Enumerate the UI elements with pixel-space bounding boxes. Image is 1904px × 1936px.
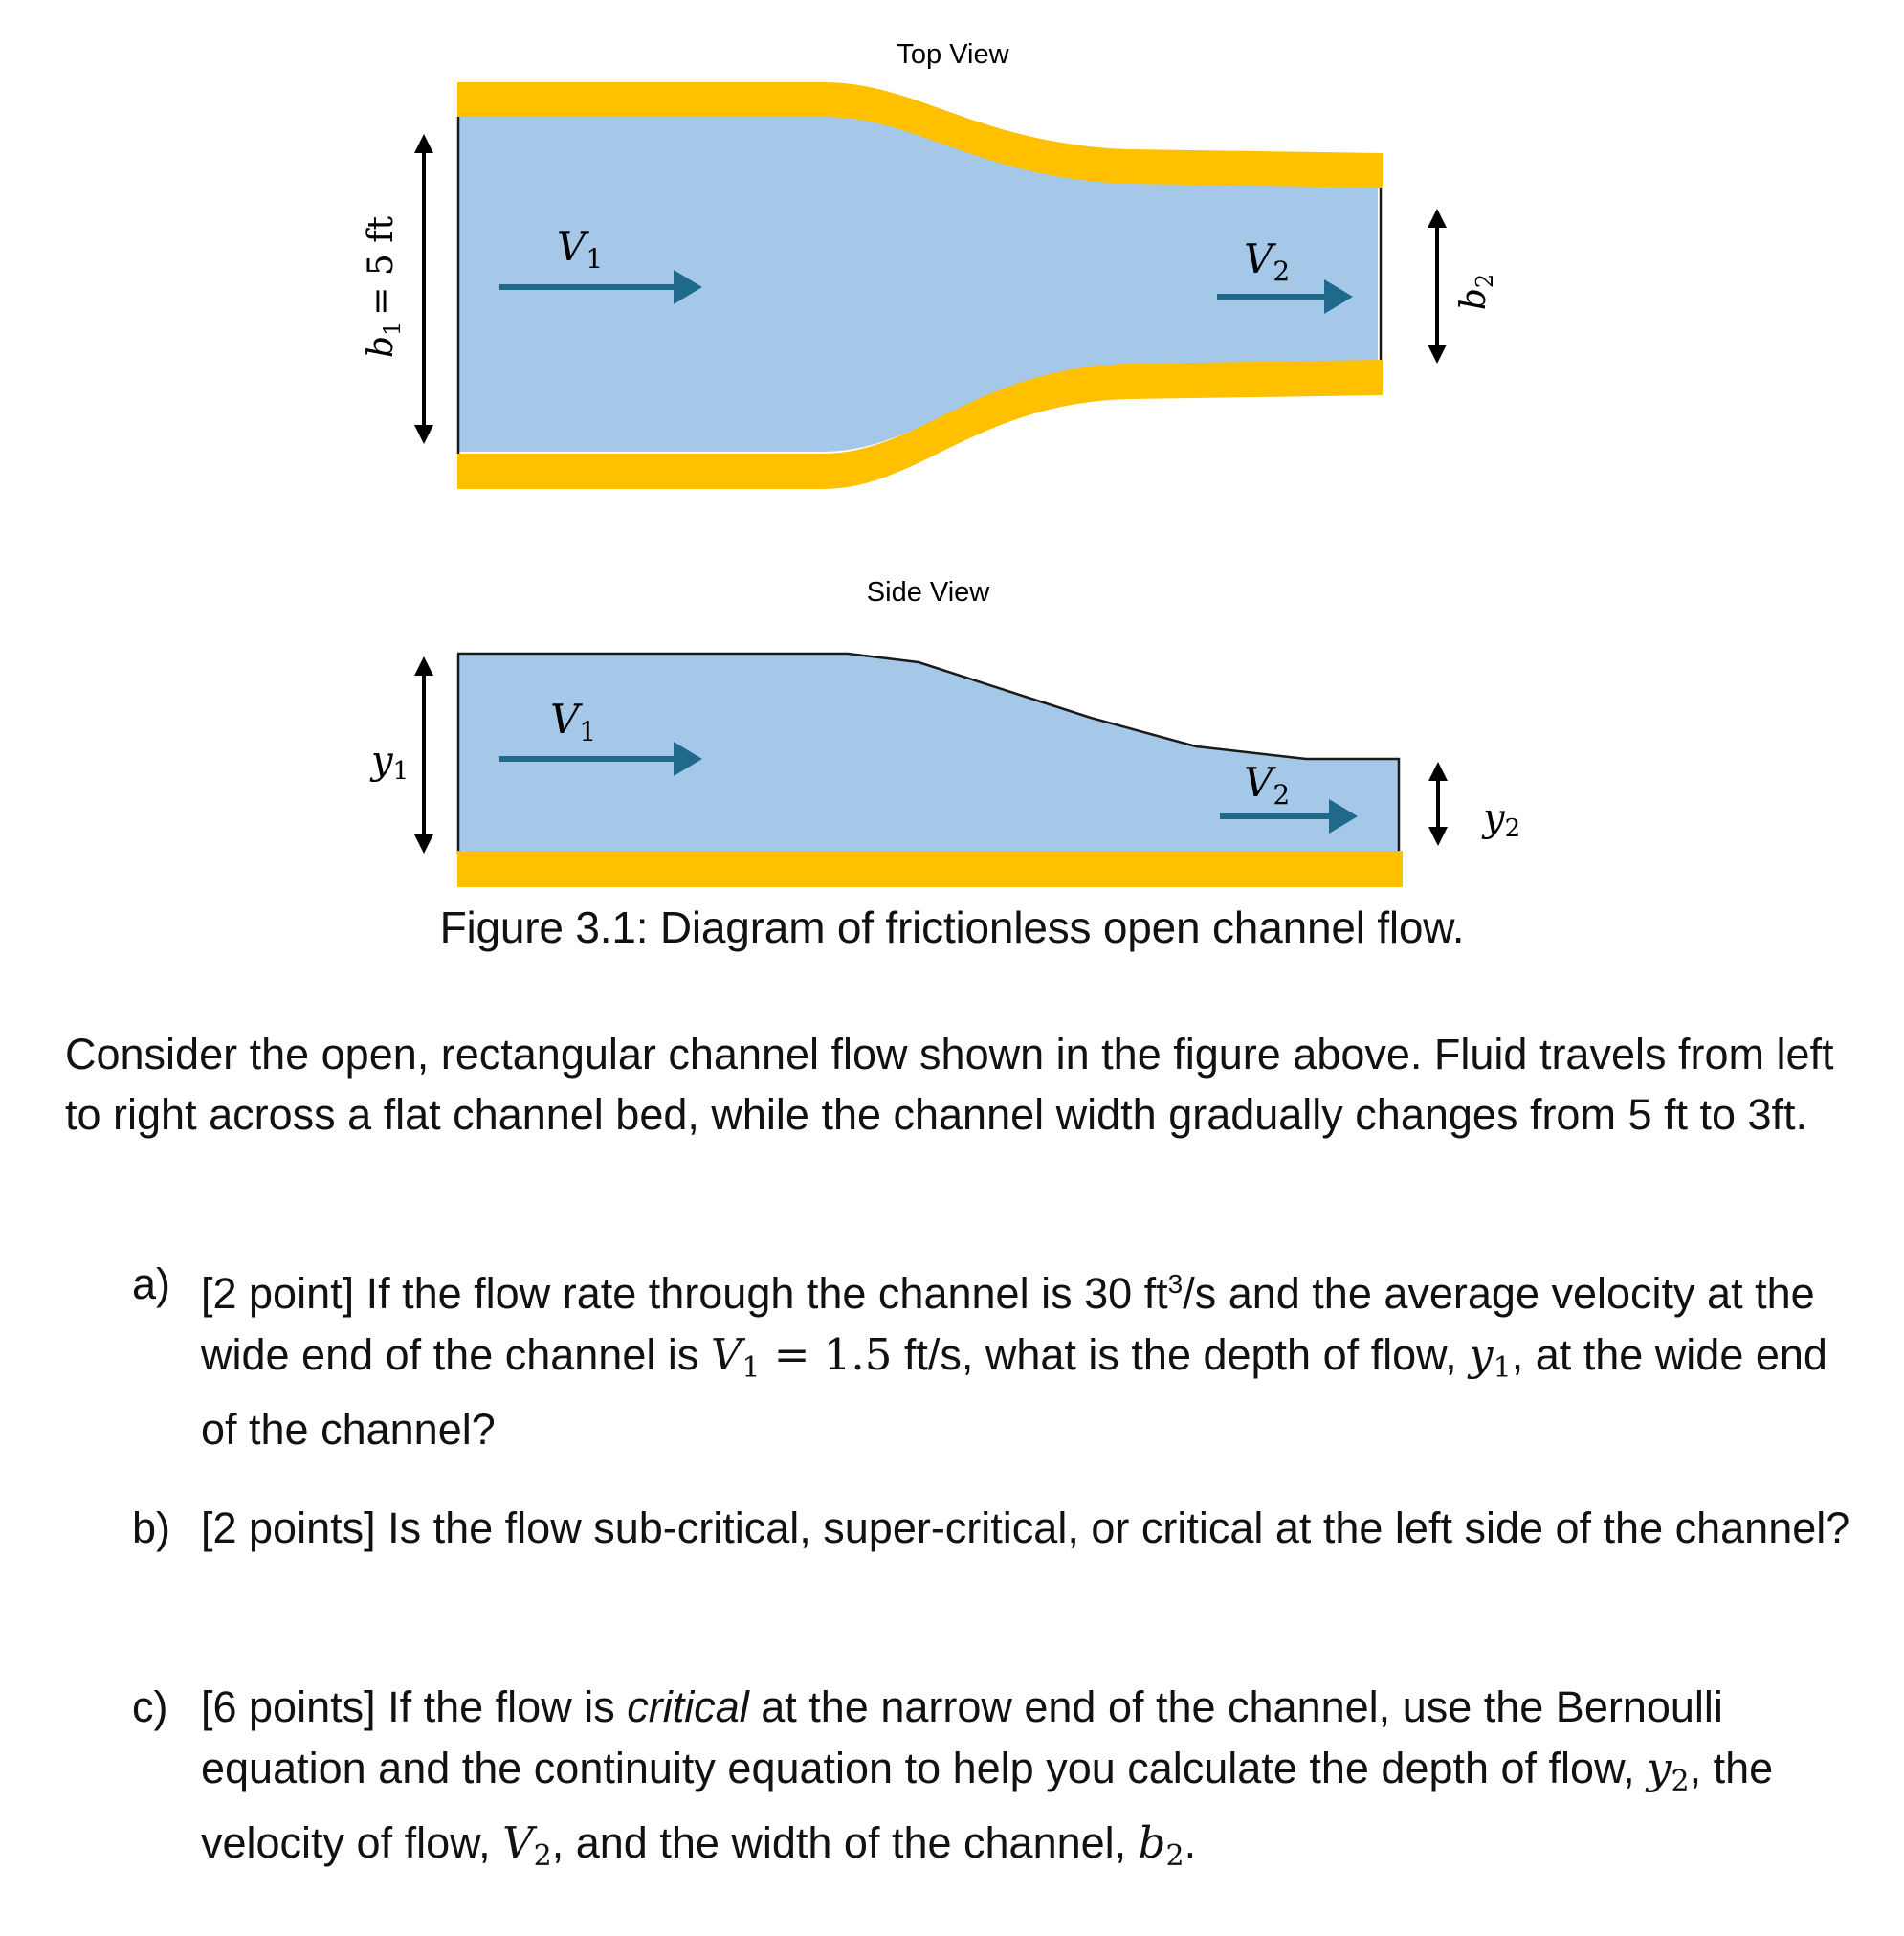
question-a	[132, 1254, 1854, 1460]
side-view-v1-label: V1	[550, 696, 597, 747]
question-c-text: [6 points] If the flow is critical at the narrow end of the channel, use the Bernoulli equation and the continuity equation to help you calculate the depth of flow, y2, the velocity of flow, V2, and the width of the channel, b2.	[201, 1682, 1774, 1873]
question-c-letter: c)	[132, 1682, 168, 1731]
y1-label: y1	[371, 739, 410, 786]
side-view-title: Side View	[866, 577, 990, 608]
top-view-v2-label: V2	[1244, 235, 1291, 287]
side-view-v2-label: V2	[1244, 759, 1291, 811]
y2-label: y2	[1483, 796, 1521, 843]
problem-intro: Consider the open, rectangular channel flow shown in the figure above. Fluid travels from left to right across a flat channel bed, while the channel width gradually changes from 5 ft to 3ft.	[65, 1030, 1834, 1139]
question-b-letter: b)	[132, 1503, 171, 1552]
question-a-letter: a)	[132, 1259, 171, 1308]
question-a-text: [2 point] If the flow rate through the channel is 30 $ft^3/s$ and the average velocity at the wide end of the channel is V1 = 1.5 ft/s, what is the depth of flow, y1, at the wide end of the channel?	[201, 1269, 1827, 1454]
top-view-title: Top View	[897, 39, 1009, 70]
question-b	[132, 1498, 1854, 1559]
b1-label: $b_1= 5$ ft	[362, 215, 406, 359]
figure-caption: Figure 3.1: Diagram of frictionless open channel flow.	[439, 902, 1465, 952]
top-view-v1-label: V1	[557, 223, 604, 275]
b2-label: $b_2$	[1454, 273, 1498, 311]
question-b-text: [2 points] Is the flow sub-critical, super-critical, or critical at the left side of the channel?	[201, 1503, 1850, 1552]
side-view-channel-bed	[457, 851, 1403, 887]
question-c	[132, 1677, 1854, 1887]
